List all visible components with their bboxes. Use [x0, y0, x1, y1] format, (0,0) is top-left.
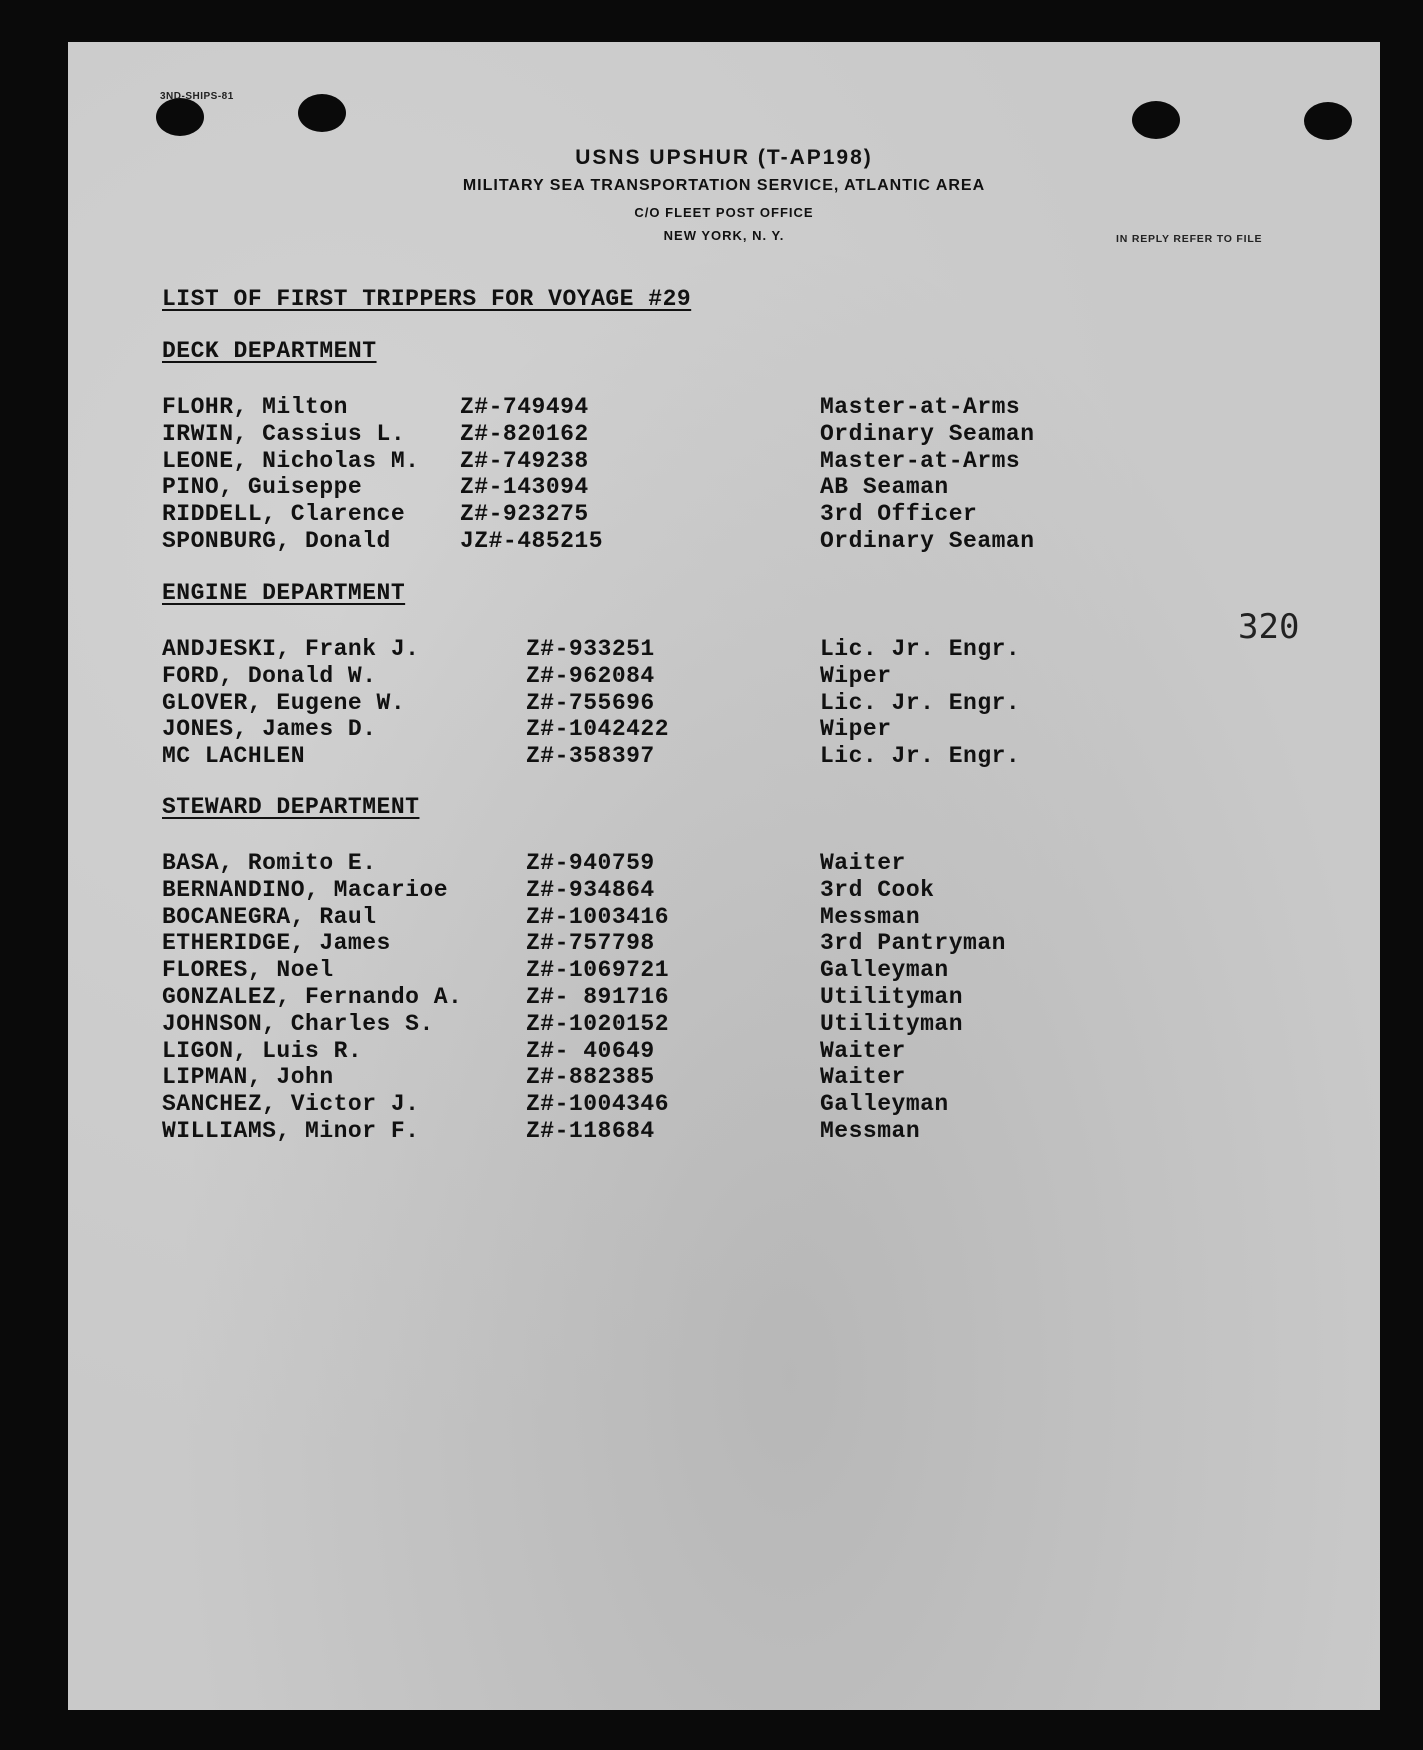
ship-name: USNS UPSHUR (T-AP198)	[575, 146, 873, 169]
crew-rating: Utilityman	[820, 984, 964, 1010]
crew-name: FLORES, Noel	[162, 957, 334, 984]
department-heading: STEWARD DEPARTMENT	[162, 794, 420, 820]
crew-rating: Ordinary Seaman	[820, 420, 1035, 447]
crew-row	[68, 663, 1268, 690]
crew-row	[68, 1118, 1268, 1145]
document-page	[68, 42, 1380, 1710]
z-number: JZ#-485215	[460, 528, 604, 554]
crew-rating: Utilityman	[820, 1010, 964, 1037]
crew-rating: Lic. Jr. Engr.	[820, 636, 1021, 662]
z-number: Z#-1042422	[526, 716, 670, 743]
department-heading: DECK DEPARTMENT	[162, 338, 377, 364]
crew-name: BERNANDINO, Macarioe	[162, 876, 449, 903]
crew-name: JONES, James D.	[162, 716, 377, 743]
crew-name: JOHNSON, Charles S.	[162, 1010, 434, 1037]
crew-rating: Lic. Jr. Engr.	[820, 689, 1021, 716]
post-office: C/O FLEET POST OFFICE	[634, 205, 814, 220]
crew-name: WILLIAMS, Minor F.	[162, 1118, 420, 1144]
crew-name: SANCHEZ, Victor J.	[162, 1091, 420, 1118]
crew-name: FORD, Donald W.	[162, 662, 377, 689]
crew-name: GLOVER, Eugene W.	[162, 689, 406, 716]
crew-rating: Wiper	[820, 662, 892, 689]
crew-name: RIDDELL, Clarence	[162, 501, 406, 528]
crew-name: LIGON, Luis R.	[162, 1037, 363, 1064]
crew-rating: Galleyman	[820, 1091, 949, 1118]
punch-hole	[1304, 102, 1352, 140]
z-number: Z#-118684	[526, 1118, 655, 1144]
punch-hole	[156, 98, 204, 136]
crew-rating: 3rd Pantryman	[820, 930, 1006, 957]
punch-hole	[298, 94, 346, 132]
crew-row	[68, 690, 1268, 717]
crew-row	[68, 877, 1268, 904]
crew-rating: Messman	[820, 903, 921, 930]
crew-row	[68, 984, 1268, 1011]
crew-row	[68, 957, 1268, 984]
crew-row	[68, 528, 1268, 555]
z-number: Z#-820162	[460, 420, 589, 447]
crew-rating: Master-at-Arms	[820, 394, 1021, 420]
z-number: Z#-934864	[526, 876, 655, 903]
crew-row	[68, 1064, 1268, 1091]
crew-rating: Wiper	[820, 716, 892, 743]
crew-rating: Waiter	[820, 850, 906, 876]
z-number: Z#- 40649	[526, 1037, 655, 1064]
crew-name: ETHERIDGE, James	[162, 930, 391, 957]
z-number: Z#-358397	[526, 743, 655, 770]
z-number: Z#-1003416	[526, 903, 670, 930]
crew-row	[68, 904, 1268, 931]
crew-rating: Waiter	[820, 1037, 906, 1064]
z-number: Z#-757798	[526, 930, 655, 957]
crew-row	[68, 850, 1268, 877]
department-heading: ENGINE DEPARTMENT	[162, 580, 406, 606]
crew-row	[68, 1038, 1268, 1065]
crew-row	[68, 1091, 1268, 1118]
z-number: Z#-1004346	[526, 1091, 670, 1118]
z-number: Z#-933251	[526, 636, 655, 662]
crew-rating: Master-at-Arms	[820, 447, 1021, 474]
crew-name: BASA, Romito E.	[162, 850, 377, 876]
crew-row	[68, 474, 1268, 501]
z-number: Z#-143094	[460, 474, 589, 501]
crew-name: BOCANEGRA, Raul	[162, 903, 377, 930]
crew-row	[68, 394, 1268, 421]
reply-reference: IN REPLY REFER TO FILE	[1116, 233, 1263, 245]
crew-rating: Ordinary Seaman	[820, 528, 1035, 554]
crew-name: IRWIN, Cassius L.	[162, 420, 406, 447]
crew-rating: Galleyman	[820, 957, 949, 984]
crew-name: PINO, Guiseppe	[162, 474, 363, 501]
crew-rating: Lic. Jr. Engr.	[820, 743, 1021, 770]
crew-name: SPONBURG, Donald	[162, 528, 391, 554]
crew-rating: Messman	[820, 1118, 921, 1144]
crew-row	[68, 448, 1268, 475]
crew-row	[68, 1011, 1268, 1038]
z-number: Z#-882385	[526, 1064, 655, 1091]
crew-row	[68, 421, 1268, 448]
list-title: LIST OF FIRST TRIPPERS FOR VOYAGE #29	[162, 286, 692, 312]
crew-name: MC LACHLEN	[162, 743, 306, 770]
z-number: Z#-923275	[460, 501, 589, 528]
crew-name: LEONE, Nicholas M.	[162, 447, 420, 474]
crew-name: FLOHR, Milton	[162, 394, 348, 420]
form-code: 3ND-SHIPS-81	[160, 91, 234, 102]
crew-row	[68, 930, 1268, 957]
crew-rating: 3rd Cook	[820, 876, 935, 903]
service-name: MILITARY SEA TRANSPORTATION SERVICE, ATLANTIC AREA	[462, 177, 986, 194]
crew-row	[68, 743, 1268, 770]
z-number: Z#-940759	[526, 850, 655, 876]
crew-rating: Waiter	[820, 1064, 906, 1091]
z-number: Z#-1020152	[526, 1010, 670, 1037]
z-number: Z#-749494	[460, 394, 589, 420]
crew-row	[68, 716, 1268, 743]
crew-name: LIPMAN, John	[162, 1064, 334, 1091]
crew-rating: 3rd Officer	[820, 501, 978, 528]
z-number: Z#- 891716	[526, 984, 670, 1010]
z-number: Z#-962084	[526, 662, 655, 689]
crew-name: GONZALEZ, Fernando A.	[162, 984, 463, 1010]
crew-name: ANDJESKI, Frank J.	[162, 636, 420, 662]
z-number: Z#-749238	[460, 447, 589, 474]
punch-hole	[1132, 101, 1180, 139]
crew-rating: AB Seaman	[820, 474, 949, 501]
z-number: Z#-755696	[526, 689, 655, 716]
city-line: NEW YORK, N. Y.	[663, 228, 785, 243]
crew-row	[68, 501, 1268, 528]
z-number: Z#-1069721	[526, 957, 670, 984]
page-number: 320	[1238, 607, 1300, 647]
crew-row	[68, 636, 1268, 663]
